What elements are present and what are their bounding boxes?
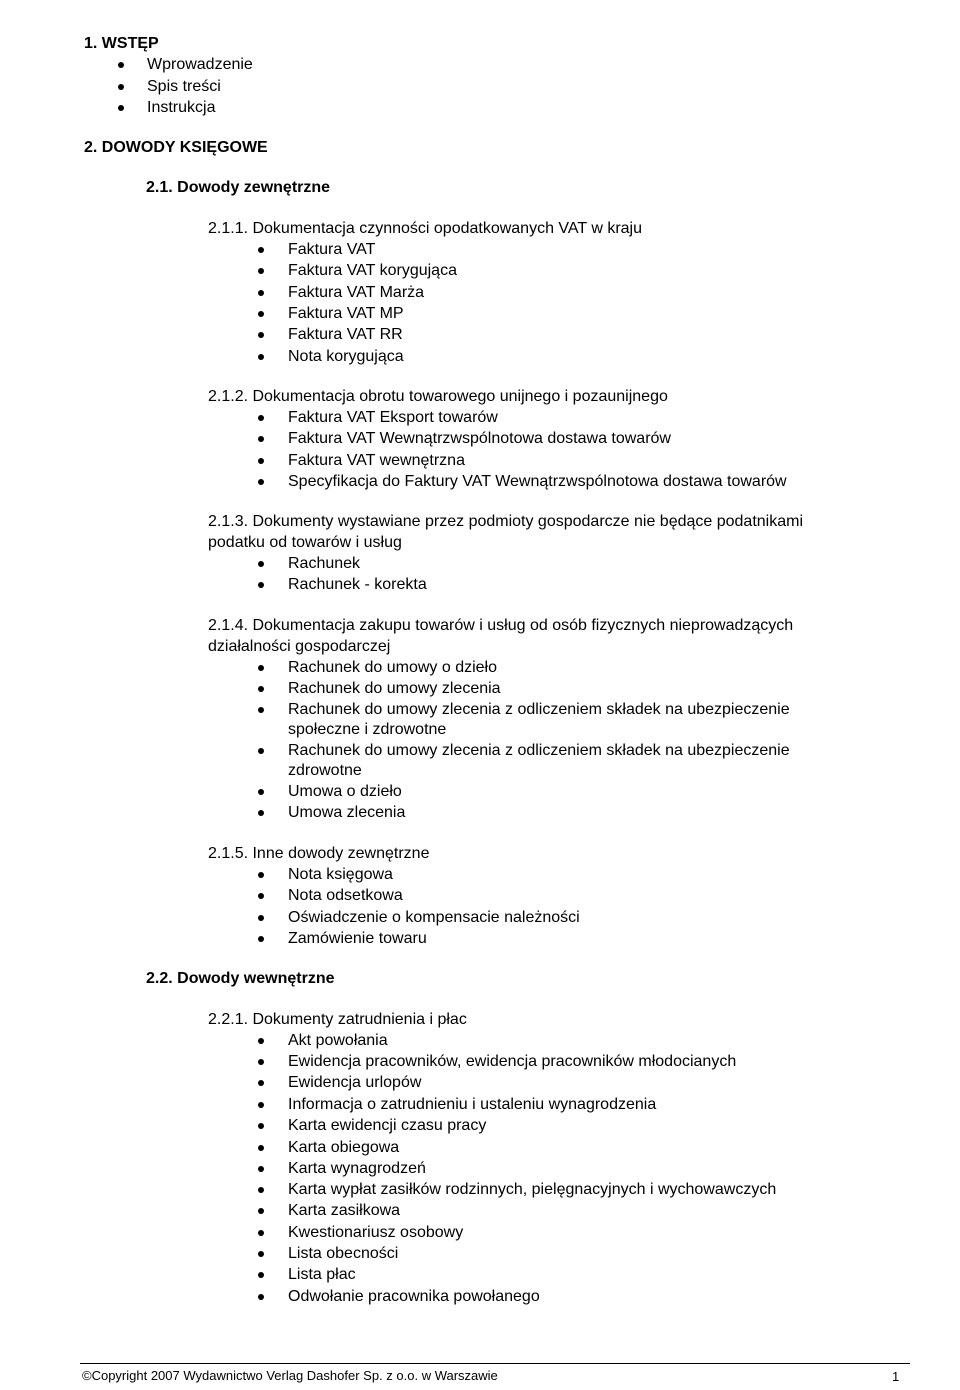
bullet-icon <box>258 415 264 421</box>
bullet-icon <box>258 561 264 567</box>
group-title-2-1-3: 2.1.3. Dokumenty wystawiane przez podmioty gospodarcze nie będące podatnikami <box>208 513 803 530</box>
list-item: Nota odsetkowa <box>288 887 403 904</box>
list-item: Lista obecności <box>288 1245 399 1262</box>
list-item: Nota księgowa <box>288 866 393 883</box>
page-number: 1 <box>892 1369 900 1384</box>
bullet-icon <box>258 1187 264 1193</box>
list-item: Rachunek <box>288 555 361 572</box>
list-item: Instrukcja <box>147 99 216 116</box>
list-item: Odwołanie pracownika powołanego <box>288 1288 540 1305</box>
bullet-icon <box>258 893 264 899</box>
list-item: Rachunek do umowy zlecenia <box>288 680 501 697</box>
list-item: Rachunek do umowy o dzieło <box>288 659 498 676</box>
list-item: Faktura VAT korygująca <box>288 262 457 279</box>
bullet-icon <box>258 290 264 296</box>
list-item: Karta wypłat zasiłków rodzinnych, pielęgnacyjnych i wychowawczych <box>288 1181 777 1198</box>
bullet-icon <box>258 1038 264 1044</box>
bullet-icon <box>258 1166 264 1172</box>
list-item: Faktura VAT Eksport towarów <box>288 409 498 426</box>
bullet-icon <box>258 1123 264 1129</box>
bullet-icon <box>118 84 124 90</box>
list-item: Karta obiegowa <box>288 1139 400 1156</box>
list-item: Ewidencja urlopów <box>288 1074 422 1091</box>
bullet-icon <box>258 1230 264 1236</box>
subsection-heading-wewnetrzne: 2.2. Dowody wewnętrzne <box>146 970 335 987</box>
list-item: Zamówienie towaru <box>288 930 427 947</box>
group-title-2-1-3-cont: podatku od towarów i usług <box>208 534 402 551</box>
bullet-icon <box>258 268 264 274</box>
subsection-heading-zewnetrzne: 2.1. Dowody zewnętrzne <box>146 179 331 196</box>
list-item: Rachunek do umowy zlecenia z odliczeniem składek na ubezpieczenie <box>288 742 790 759</box>
list-item: Karta ewidencji czasu pracy <box>288 1117 487 1134</box>
bullet-icon <box>258 479 264 485</box>
list-item: Faktura VAT MP <box>288 305 404 322</box>
bullet-icon <box>258 354 264 360</box>
list-item: Rachunek - korekta <box>288 576 427 593</box>
bullet-icon <box>258 247 264 253</box>
bullet-icon <box>258 686 264 692</box>
bullet-icon <box>258 810 264 816</box>
list-item: Spis treści <box>147 78 221 95</box>
bullet-icon <box>258 1208 264 1214</box>
list-item: Umowa o dzieło <box>288 783 402 800</box>
footer-copyright: ©Copyright 2007 Wydawnictwo Verlag Dashofer Sp. z o.o. w Warszawie <box>82 1368 498 1383</box>
list-item: Oświadczenie o kompensacie należności <box>288 909 580 926</box>
group-title-2-1-4: 2.1.4. Dokumentacja zakupu towarów i usług od osób fizycznych nieprowadzących <box>208 617 794 634</box>
bullet-icon <box>258 311 264 317</box>
bullet-icon <box>258 458 264 464</box>
bullet-icon <box>258 748 264 754</box>
list-item-cont: społeczne i zdrowotne <box>288 721 447 738</box>
list-item: Karta zasiłkowa <box>288 1202 401 1219</box>
bullet-icon <box>258 1272 264 1278</box>
section-heading-wstep: 1. WSTĘP <box>84 35 159 52</box>
bullet-icon <box>258 789 264 795</box>
group-title-2-1-5: 2.1.5. Inne dowody zewnętrzne <box>208 845 430 862</box>
list-item: Faktura VAT Marża <box>288 284 425 301</box>
bullet-icon <box>258 1102 264 1108</box>
list-item: Faktura VAT RR <box>288 326 403 343</box>
list-item: Informacja o zatrudnieniu i ustaleniu wynagrodzenia <box>288 1096 657 1113</box>
list-item: Rachunek do umowy zlecenia z odliczeniem składek na ubezpieczenie <box>288 701 790 718</box>
list-item: Nota korygująca <box>288 348 404 365</box>
group-title-2-1-1: 2.1.1. Dokumentacja czynności opodatkowanych VAT w kraju <box>208 220 642 237</box>
list-item-cont: zdrowotne <box>288 762 362 779</box>
list-item: Karta wynagrodzeń <box>288 1160 426 1177</box>
list-item: Kwestionariusz osobowy <box>288 1224 464 1241</box>
list-item: Umowa zlecenia <box>288 804 406 821</box>
list-item: Faktura VAT wewnętrzna <box>288 452 465 469</box>
group-title-2-2-1: 2.2.1. Dokumenty zatrudnienia i płac <box>208 1011 467 1028</box>
bullet-icon <box>258 436 264 442</box>
list-item: Wprowadzenie <box>147 56 253 73</box>
group-title-2-1-2: 2.1.2. Dokumentacja obrotu towarowego unijnego i pozaunijnego <box>208 388 668 405</box>
bullet-icon <box>118 105 124 111</box>
list-item: Lista płac <box>288 1266 356 1283</box>
bullet-icon <box>118 62 124 68</box>
list-item: Akt powołania <box>288 1032 388 1049</box>
bullet-icon <box>258 582 264 588</box>
bullet-icon <box>258 872 264 878</box>
section-heading-dowody: 2. DOWODY KSIĘGOWE <box>84 139 268 156</box>
bullet-icon <box>258 707 264 713</box>
footer-divider <box>80 1363 910 1364</box>
list-item: Ewidencja pracowników, ewidencja pracowników młodocianych <box>288 1053 737 1070</box>
bullet-icon <box>258 915 264 921</box>
list-item: Specyfikacja do Faktury VAT Wewnątrzwspólnotowa dostawa towarów <box>288 473 787 490</box>
bullet-icon <box>258 1080 264 1086</box>
bullet-icon <box>258 665 264 671</box>
bullet-icon <box>258 1059 264 1065</box>
bullet-icon <box>258 936 264 942</box>
list-item: Faktura VAT Wewnątrzwspólnotowa dostawa towarów <box>288 430 671 447</box>
bullet-icon <box>258 1251 264 1257</box>
list-item: Faktura VAT <box>288 241 376 258</box>
bullet-icon <box>258 1145 264 1151</box>
bullet-icon <box>258 332 264 338</box>
bullet-icon <box>258 1294 264 1300</box>
group-title-2-1-4-cont: działalności gospodarczej <box>208 638 391 655</box>
